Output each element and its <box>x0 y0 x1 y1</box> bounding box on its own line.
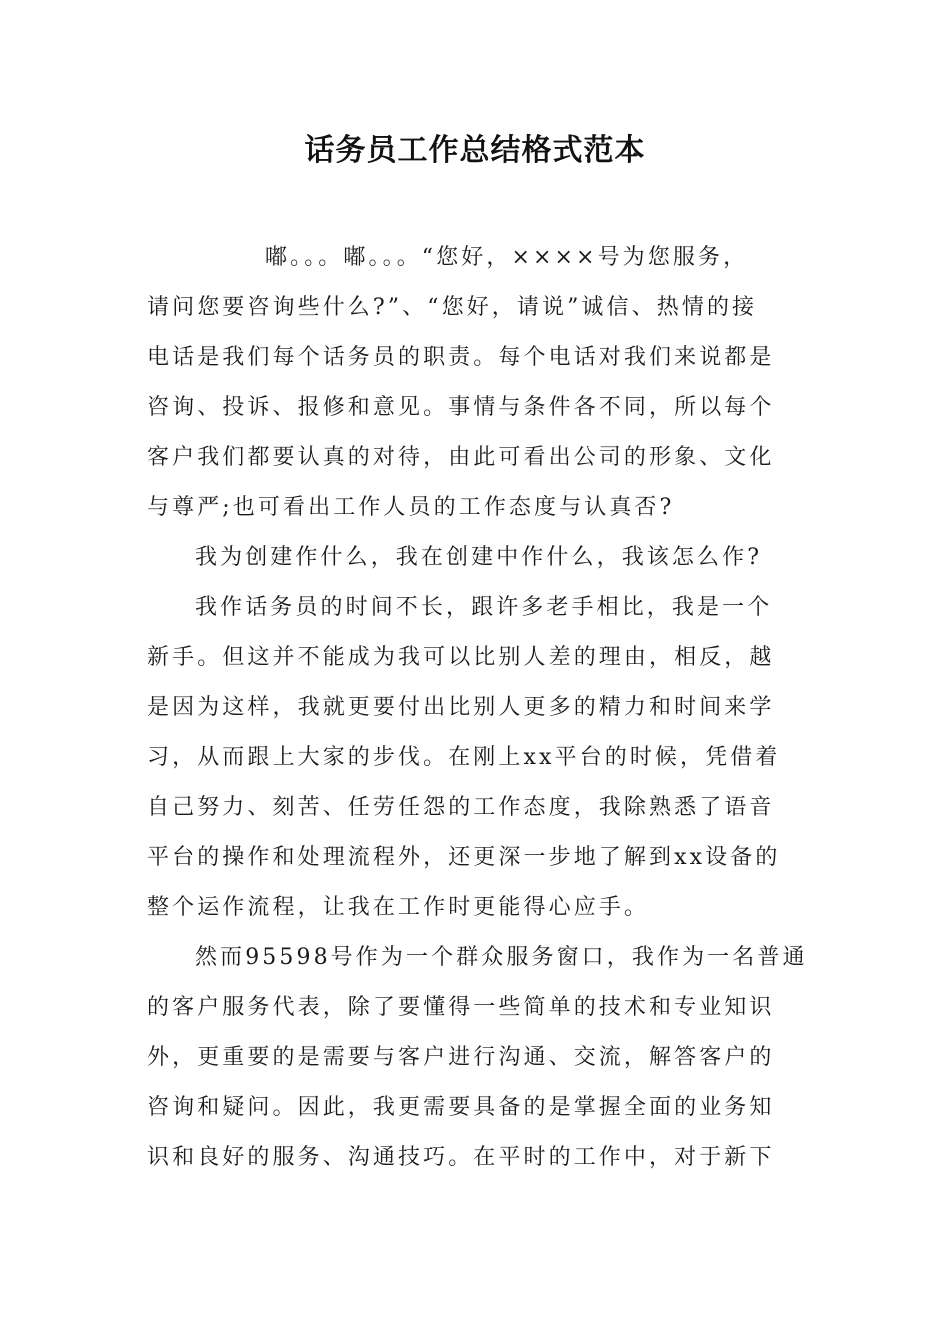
paragraph-line: 平台的操作和处理流程外，还更深一步地了解到xx设备的 <box>147 845 781 870</box>
paragraph-line: 客户我们都要认真的对待，由此可看出公司的形象、文化 <box>147 445 775 470</box>
paragraph-line: 新手。但这并不能成为我可以比别人差的理由，相反，越 <box>147 645 775 670</box>
paragraph-line: 识和良好的服务、沟通技巧。在平时的工作中，对于新下 <box>147 1145 775 1170</box>
paragraph-line: 是因为这样，我就更要付出比别人更多的精力和时间来学 <box>147 695 775 720</box>
paragraph-line: 我作话务员的时间不长，跟许多老手相比，我是一个 <box>195 595 773 620</box>
paragraph-line: 我为创建作什么，我在创建中作什么，我该怎么作? <box>195 545 763 570</box>
paragraph-line: 嘟。。。嘟。。。“您好，××××号为您服务， <box>265 245 749 270</box>
paragraph-line: 咨询、投诉、报修和意见。事情与条件各不同，所以每个 <box>147 395 775 420</box>
paragraph-line: 与尊严;也可看出工作人员的工作态度与认真否? <box>147 495 675 520</box>
document-body <box>147 233 807 1183</box>
paragraph-line: 咨询和疑问。因此，我更需要具备的是掌握全面的业务知 <box>147 1095 775 1120</box>
paragraph-line: 自己努力、刻苦、任劳任怨的工作态度，我除熟悉了语音 <box>147 795 775 820</box>
paragraph-line: 整个运作流程，让我在工作时更能得心应手。 <box>147 895 650 920</box>
paragraph-line: 习，从而跟上大家的步伐。在刚上xx平台的时候，凭借着 <box>147 745 781 770</box>
paragraph-line: 的客户服务代表，除了要懂得一些简单的技术和专业知识 <box>147 995 775 1020</box>
paragraph-line: 外，更重要的是需要与客户进行沟通、交流，解答客户的 <box>147 1045 775 1070</box>
document-title: 话务员工作总结格式范本 <box>304 133 646 168</box>
paragraph-line: 然而95598号作为一个群众服务窗口，我作为一名普通 <box>195 945 808 970</box>
paragraph-line: 请问您要咨询些什么?”、“您好，请说”诚信、热情的接 <box>147 295 758 320</box>
paragraph-line: 电话是我们每个话务员的职责。每个电话对我们来说都是 <box>147 345 775 370</box>
